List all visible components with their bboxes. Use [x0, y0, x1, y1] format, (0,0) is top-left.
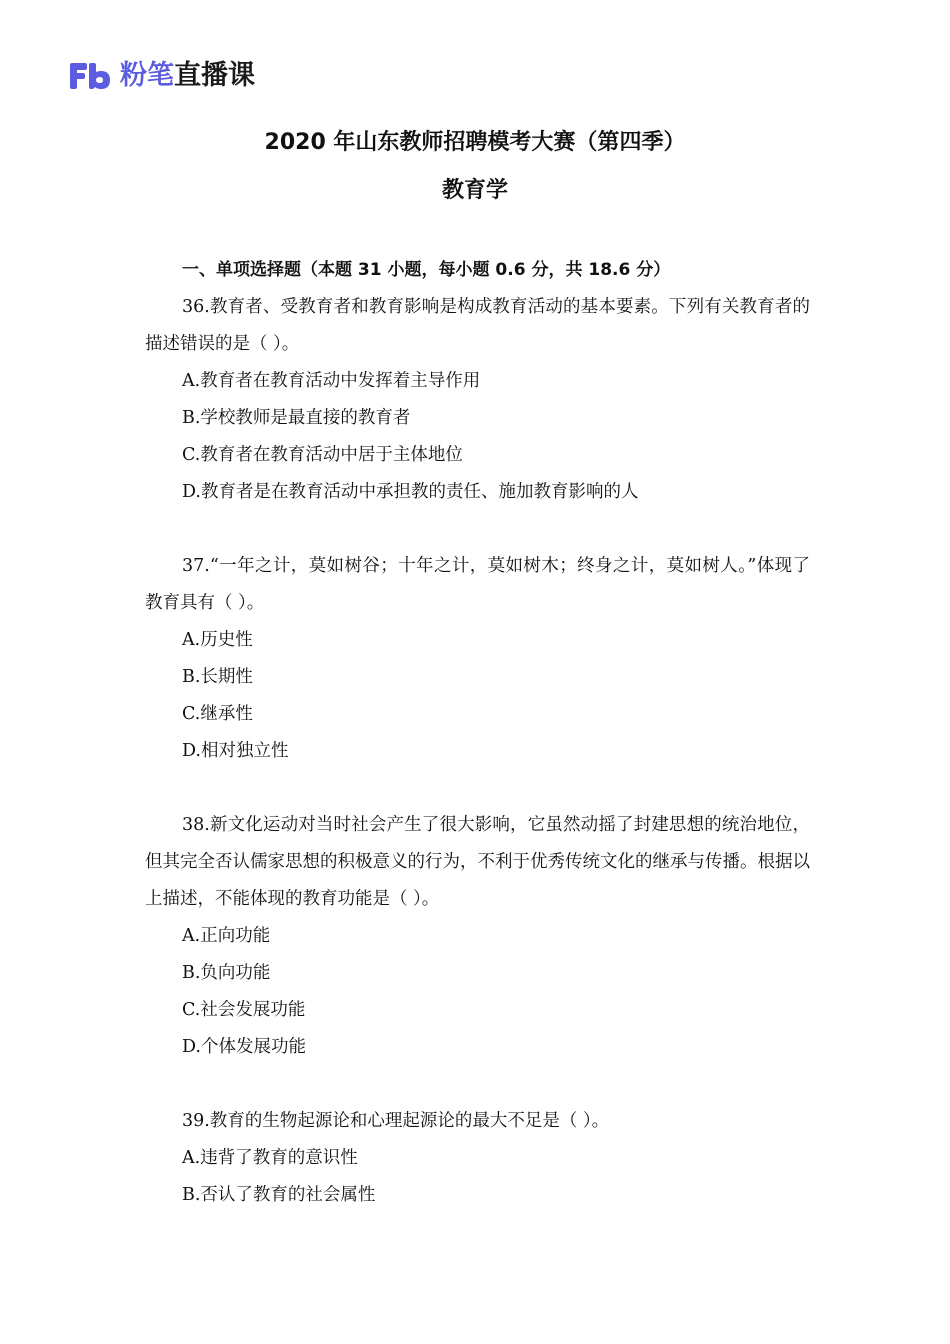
question-39: [145, 1103, 810, 1214]
question-stem: 38.新文化运动对当时社会产生了很大影响，它虽然动摇了封建思想的统治地位，但其完全否认儒家思想的积极意义的行为，不利于优秀传统文化的继承与传播。根据以上描述，不能体现的教育功能是（ ）。: [145, 815, 810, 909]
brand-name: [120, 58, 255, 94]
question-spacer: [145, 770, 810, 807]
option-a: A.违背了教育的意识性: [182, 1148, 358, 1168]
section-heading: 一、单项选择题（本题 31 小题，每小题 0.6 分，共 18.6 分）: [182, 260, 671, 280]
brand-name-rest: 直播课: [174, 60, 255, 91]
option-d: D.教育者是在教育活动中承担教的责任、施加教育影响的人: [182, 482, 639, 502]
option-c: C.教育者在教育活动中居于主体地位: [182, 445, 463, 465]
brand-logo: [68, 58, 255, 94]
option-a: A.正向功能: [182, 926, 271, 946]
question-stem: 37.“一年之计，莫如树谷；十年之计，莫如树木；终身之计，莫如树人。”体现了教育具有（ ）。: [145, 556, 810, 613]
option-c: C.社会发展功能: [182, 1000, 306, 1020]
option-b: B.负向功能: [182, 963, 271, 983]
question-stem: 36.教育者、受教育者和教育影响是构成教育活动的基本要素。下列有关教育者的描述错误的是（ ）。: [145, 297, 810, 354]
question-spacer: [145, 1066, 810, 1103]
question-content: [145, 252, 810, 1214]
question-38: [145, 807, 810, 1066]
brand-name-accent: 粉笔: [120, 60, 174, 91]
option-d: D.相对独立性: [182, 741, 289, 761]
question-spacer: [145, 511, 810, 548]
option-b: B.学校教师是最直接的教育者: [182, 408, 411, 428]
option-b: B.长期性: [182, 667, 253, 687]
question-37: [145, 548, 810, 770]
option-b: B.否认了教育的社会属性: [182, 1185, 376, 1205]
option-d: D.个体发展功能: [182, 1037, 306, 1057]
option-a: A.教育者在教育活动中发挥着主导作用: [182, 371, 481, 391]
question-stem: 39.教育的生物起源论和心理起源论的最大不足是（ ）。: [182, 1111, 610, 1131]
fb-logo-icon: [68, 61, 112, 91]
option-c: C.继承性: [182, 704, 253, 724]
document-title: 2020 年山东教师招聘模考大赛（第四季）: [264, 130, 686, 155]
question-36: [145, 289, 810, 511]
option-a: A.历史性: [182, 630, 253, 650]
document-subject: 教育学: [441, 178, 508, 203]
